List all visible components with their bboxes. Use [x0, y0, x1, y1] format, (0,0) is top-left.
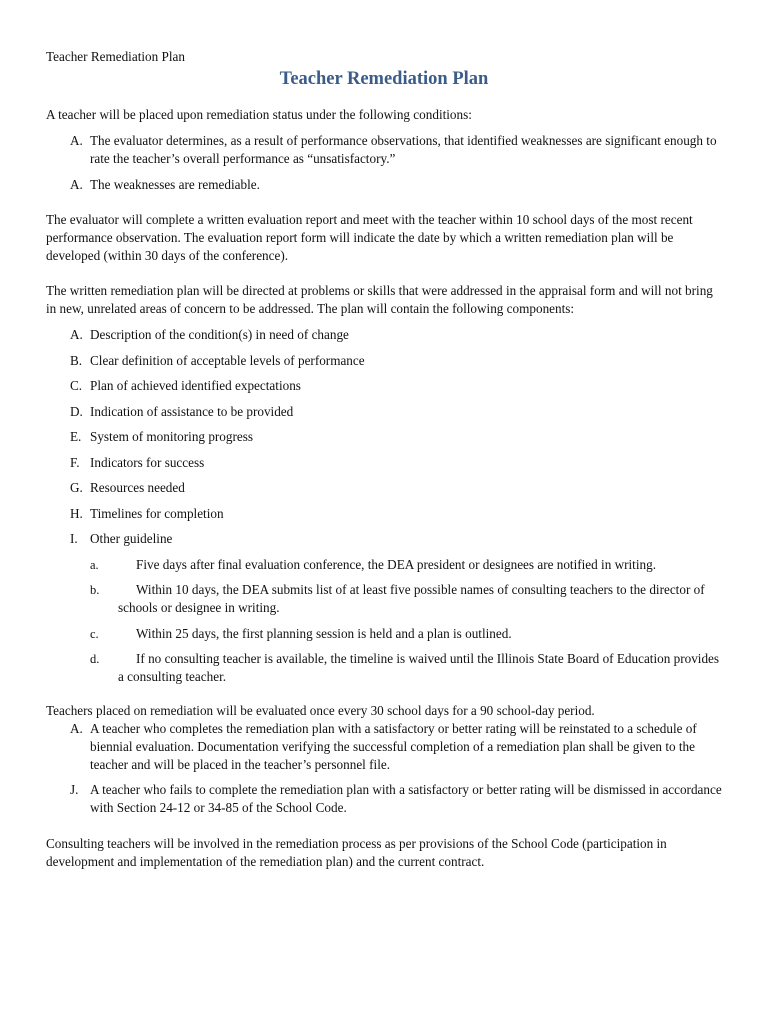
- list-marker: I.: [70, 531, 78, 546]
- component-text: Clear definition of acceptable levels of performance: [90, 352, 365, 368]
- condition-text: The weaknesses are remediable.: [90, 176, 260, 192]
- list-marker: d.: [90, 652, 100, 666]
- component-text: Plan of achieved identified expectations: [90, 378, 301, 393]
- list-marker: F.: [70, 454, 80, 470]
- list-marker: D.: [70, 403, 83, 419]
- guideline-text: Within 10 days, the DEA submits list of at least five possible names of consulting teachers to the director of schools or designee in writing.: [118, 582, 705, 615]
- list-marker: G.: [70, 480, 83, 495]
- guidelines-list: [46, 556, 722, 687]
- intro-paragraph: A teacher will be placed upon remediation status under the following conditions:: [46, 107, 472, 122]
- guideline-text: Within 25 days, the first planning session is held and a plan is outlined.: [136, 625, 512, 641]
- component-item: [46, 454, 722, 472]
- list-marker: E.: [70, 429, 82, 444]
- component-text: System of monitoring progress: [90, 429, 254, 444]
- condition-text: The evaluator determines, as a result of performance observations, that identified weaknesses are significant enough to rate the teacher’s overall performance as “unsatisfactory.”: [90, 133, 717, 166]
- component-text: Resources needed: [90, 480, 185, 495]
- outcome-item: [46, 720, 722, 774]
- list-marker: H.: [70, 505, 83, 521]
- outcome-item: [46, 781, 722, 817]
- component-item: [46, 479, 722, 497]
- outcome-text: A teacher who completes the remediation plan with a satisfactory or better rating will be reinstated to a schedule of biennial evaluation. Documentation verifying the successful completion of a remediation plan shall be given to the teacher and will be placed in the teacher’s personnel file.: [90, 720, 697, 772]
- list-marker: J.: [70, 782, 79, 797]
- plan-paragraph: The written remediation plan will be directed at problems or skills that were addressed in the appraisal form and will not bring in new, unrelated areas of concern to be addressed. The plan will contain the following components:: [46, 283, 713, 316]
- component-item: [46, 530, 722, 548]
- list-marker: C.: [70, 378, 83, 393]
- evaluation-frequency-paragraph: Teachers placed on remediation will be evaluated once every 30 school days for a 90 school-day period.: [46, 702, 595, 718]
- list-marker: A.: [70, 176, 83, 192]
- guideline-item: [46, 650, 722, 686]
- document-title: Teacher Remediation Plan: [279, 69, 489, 89]
- component-item: [46, 428, 722, 446]
- evaluation-paragraph: The evaluator will complete a written evaluation report and meet with the teacher within 10 school days of the most recent performance observation. The evaluation report form will indicate the date by which a written remediation plan will be developed (within 30 days of the conference).: [46, 212, 693, 263]
- consulting-teachers-paragraph: Consulting teachers will be involved in the remediation process as per provisions of the School Code (participation in development and implementation of the remediation plan) and the current contract.: [46, 835, 667, 869]
- component-text: Description of the condition(s) in need of change: [90, 327, 349, 342]
- list-marker: A.: [70, 133, 83, 148]
- list-marker: B.: [70, 352, 83, 368]
- outcome-text: A teacher who fails to complete the remediation plan with a satisfactory or better rating will be dismissed in accordance with Section 24-12 or 34-85 of the School Code.: [90, 782, 722, 815]
- condition-item: [46, 132, 722, 168]
- component-text: Other guideline: [90, 531, 173, 546]
- components-list: [46, 326, 722, 548]
- guideline-item: [46, 556, 722, 574]
- outcomes-list: [46, 720, 722, 818]
- component-item: [46, 377, 722, 395]
- component-item: [46, 403, 722, 421]
- component-text: Timelines for completion: [90, 505, 224, 521]
- condition-item: [46, 176, 722, 194]
- guideline-text: Five days after final evaluation conference, the DEA president or designees are notified in writing.: [136, 556, 656, 572]
- component-item: [46, 326, 722, 344]
- guideline-item: [46, 581, 722, 617]
- list-marker: c.: [90, 626, 99, 641]
- list-marker: A.: [70, 720, 83, 736]
- list-marker: A.: [70, 327, 83, 342]
- conditions-list: [46, 132, 722, 194]
- list-marker: b.: [90, 583, 100, 597]
- component-item: [46, 505, 722, 523]
- component-text: Indication of assistance to be provided: [90, 403, 294, 419]
- list-marker: a.: [90, 557, 99, 572]
- page-header: Teacher Remediation Plan: [46, 49, 185, 64]
- component-item: [46, 352, 722, 370]
- component-text: Indicators for success: [90, 454, 205, 470]
- guideline-text: If no consulting teacher is available, the timeline is waived until the Illinois State Board of Education provides a consulting teacher.: [118, 651, 720, 684]
- guideline-item: [46, 625, 722, 643]
